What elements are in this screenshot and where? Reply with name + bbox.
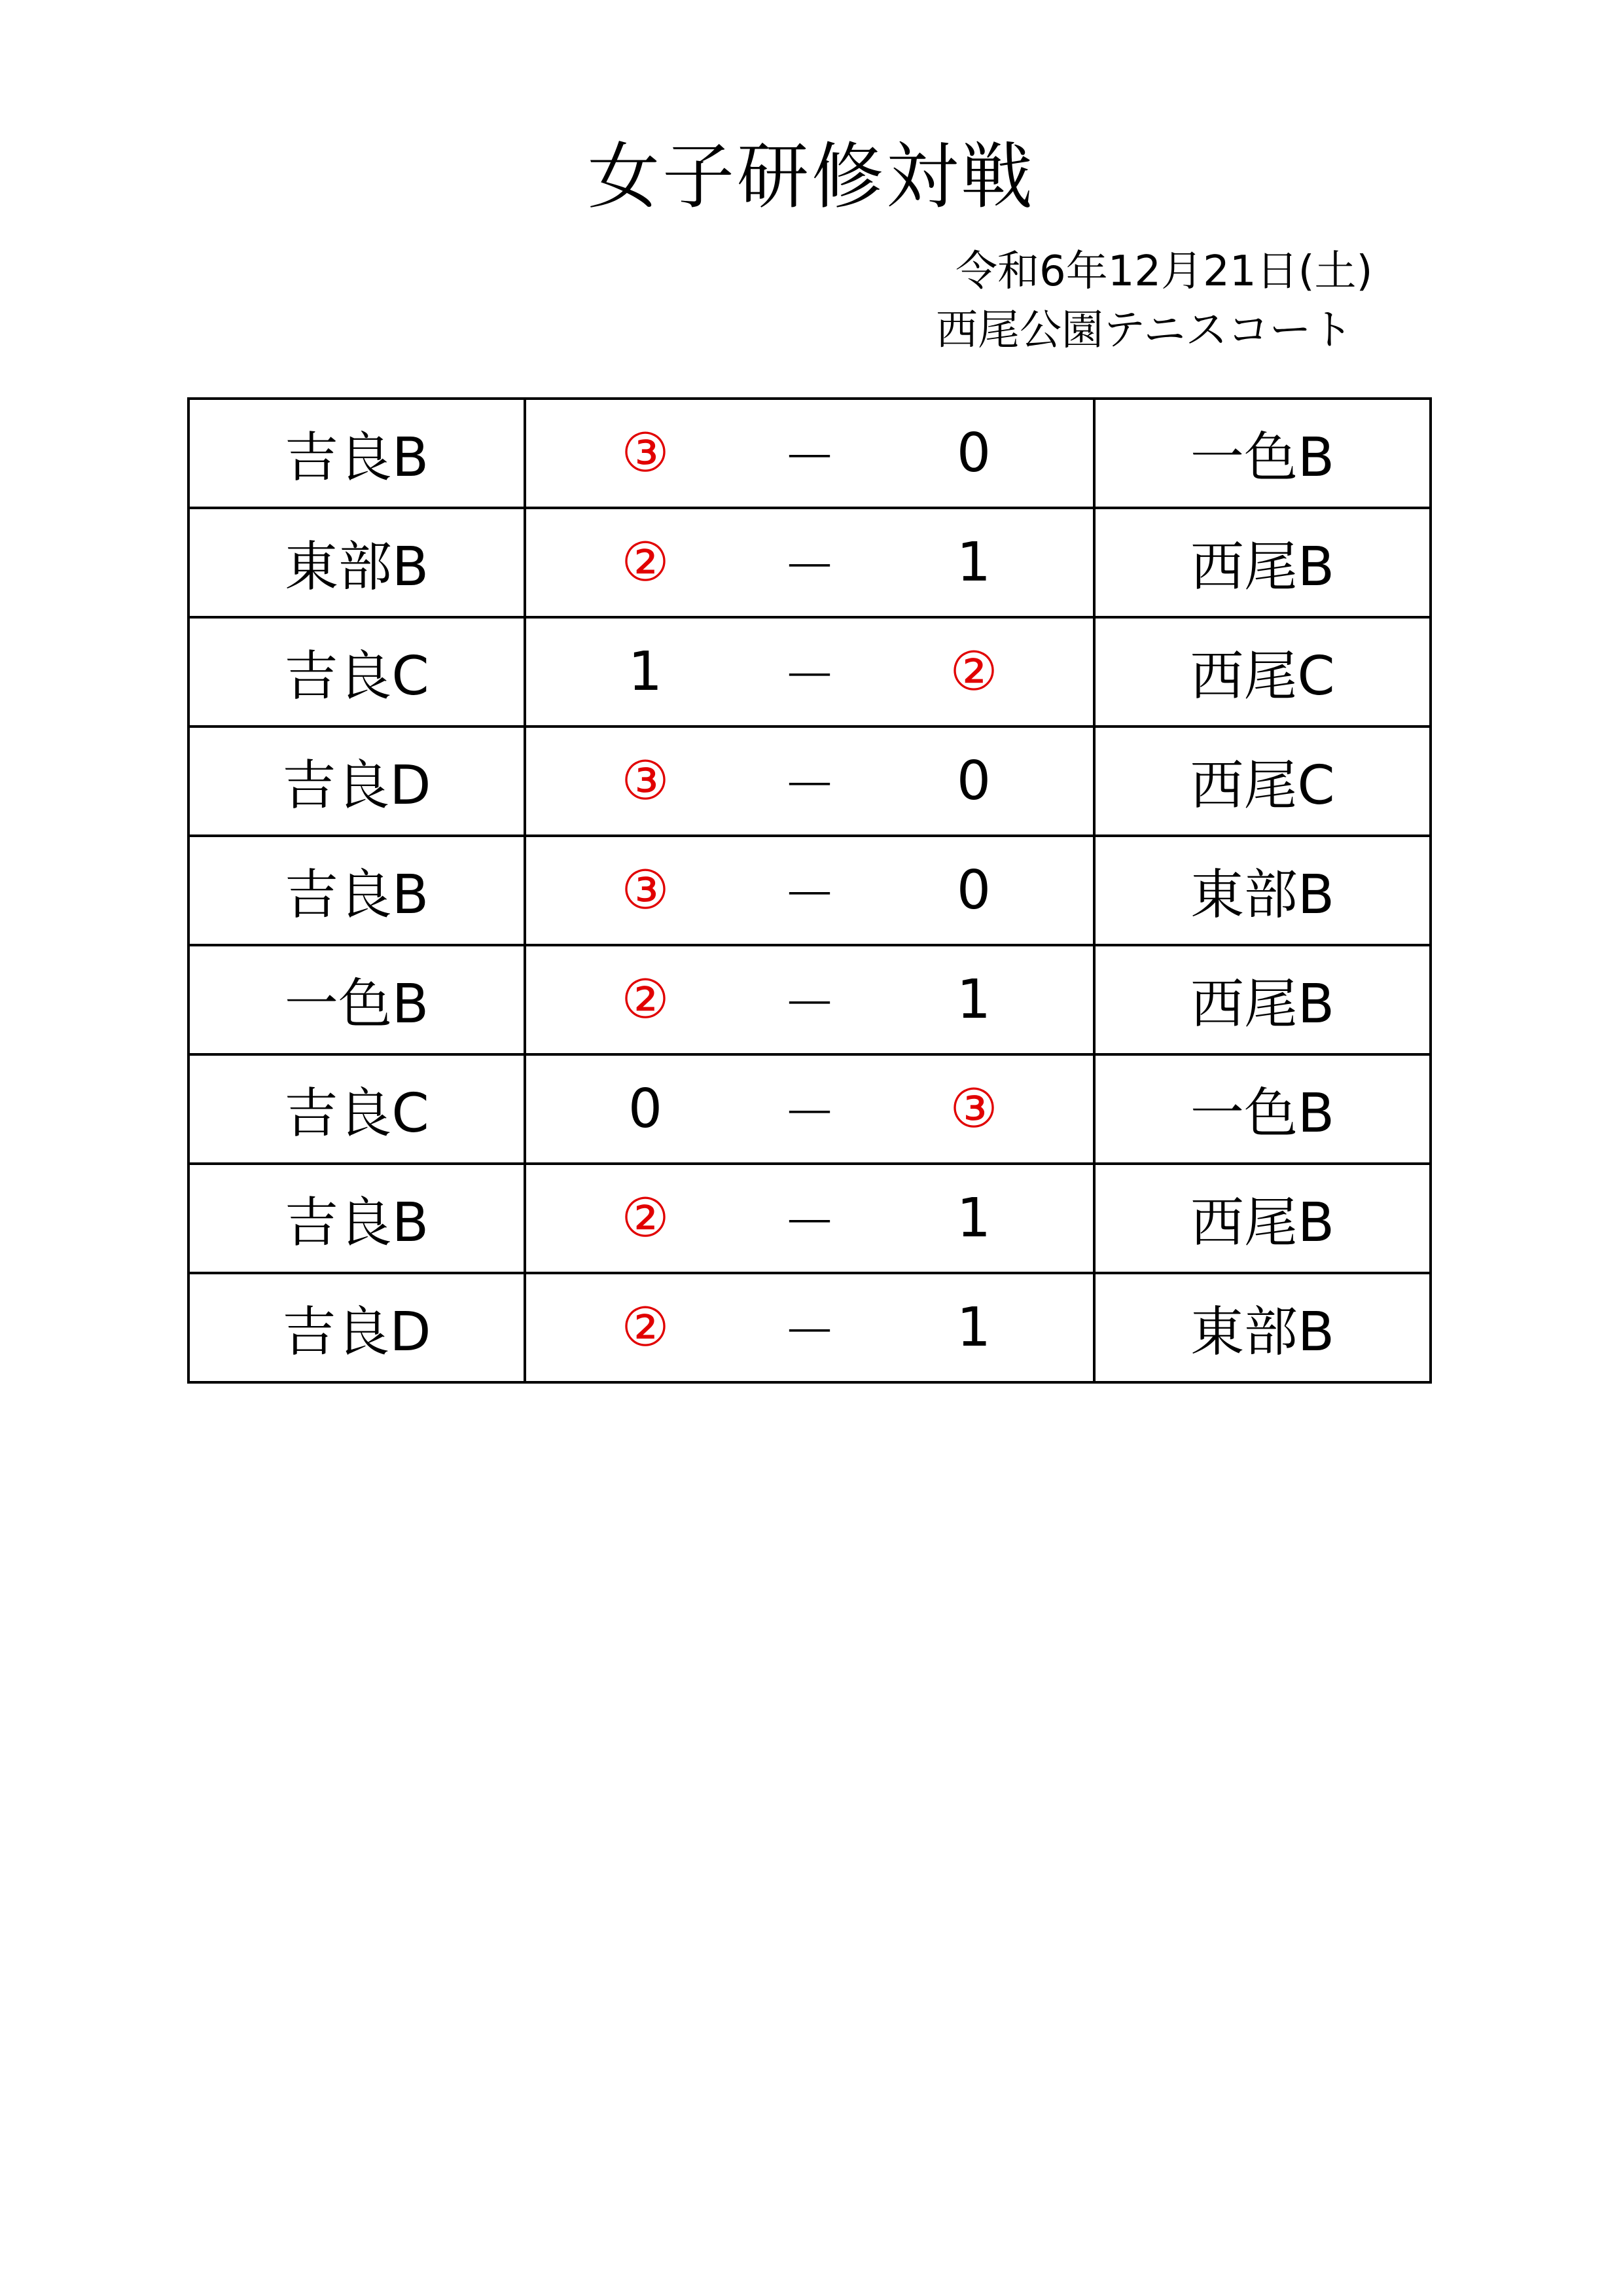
away-score: 0 (956, 750, 991, 812)
event-info (936, 242, 1459, 360)
away-team: 東部B (1094, 836, 1431, 945)
results-table (187, 397, 1432, 1384)
score-separator: － (782, 645, 836, 708)
match-row (188, 399, 1431, 508)
score-cell (525, 1054, 1094, 1164)
score-separator: － (782, 427, 836, 489)
home-team: 吉良B (188, 836, 525, 945)
score-line (526, 509, 1093, 616)
home-score: 0 (628, 1078, 663, 1140)
away-score: 1 (956, 969, 991, 1031)
home-score: 1 (628, 641, 663, 703)
score-cell (525, 399, 1094, 508)
home-score: ② (621, 1187, 669, 1249)
away-team: 西尾B (1094, 1164, 1431, 1273)
away-score: 0 (956, 859, 991, 922)
score-cell (525, 508, 1094, 617)
event-date: 令和6年12月21日(土) (955, 247, 1373, 296)
home-team: 吉良C (188, 1054, 525, 1164)
match-row (188, 508, 1431, 617)
score-cell (525, 1273, 1094, 1382)
match-row (188, 945, 1431, 1054)
away-team: 西尾B (1094, 945, 1431, 1054)
score-line (526, 728, 1093, 834)
score-line (526, 400, 1093, 507)
away-score: 1 (956, 531, 991, 594)
home-team: 吉良D (188, 1273, 525, 1382)
away-score: 0 (956, 422, 991, 484)
home-team: 東部B (188, 508, 525, 617)
score-separator: － (782, 755, 836, 817)
score-cell (525, 726, 1094, 836)
away-team: 西尾B (1094, 508, 1431, 617)
home-team: 吉良B (188, 399, 525, 508)
home-team: 吉良B (188, 1164, 525, 1273)
score-separator: － (782, 864, 836, 926)
home-score: ② (621, 969, 669, 1031)
score-separator: － (782, 1301, 836, 1363)
away-team: 西尾C (1094, 726, 1431, 836)
match-row (188, 1054, 1431, 1164)
score-line (526, 1056, 1093, 1162)
away-score: ③ (950, 1078, 998, 1140)
away-score: ② (950, 641, 998, 703)
score-cell (525, 836, 1094, 945)
home-score: ③ (621, 859, 669, 922)
score-separator: － (782, 536, 836, 598)
results-body (188, 399, 1431, 1382)
away-team: 一色B (1094, 399, 1431, 508)
away-score: 1 (956, 1187, 991, 1249)
match-row (188, 617, 1431, 726)
home-score: ② (621, 531, 669, 594)
match-row (188, 1273, 1431, 1382)
score-line (526, 1165, 1093, 1272)
home-team: 吉良C (188, 617, 525, 726)
score-cell (525, 1164, 1094, 1273)
home-score: ③ (621, 750, 669, 812)
away-team: 西尾C (1094, 617, 1431, 726)
score-line (526, 619, 1093, 725)
score-separator: － (782, 1192, 836, 1254)
score-cell (525, 945, 1094, 1054)
score-separator: － (782, 1083, 836, 1145)
away-score: 1 (956, 1297, 991, 1359)
score-line (526, 837, 1093, 944)
match-row (188, 726, 1431, 836)
score-cell (525, 617, 1094, 726)
home-team: 一色B (188, 945, 525, 1054)
score-line (526, 1274, 1093, 1381)
event-venue: 西尾公園テニスコート (936, 306, 1353, 355)
home-team: 吉良D (188, 726, 525, 836)
score-line (526, 946, 1093, 1053)
away-team: 東部B (1094, 1273, 1431, 1382)
score-separator: － (782, 973, 836, 1035)
away-team: 一色B (1094, 1054, 1431, 1164)
page-title: 女子研修対戦 (588, 135, 1035, 219)
home-score: ③ (621, 422, 669, 484)
match-row (188, 836, 1431, 945)
match-row (188, 1164, 1431, 1273)
home-score: ② (621, 1297, 669, 1359)
